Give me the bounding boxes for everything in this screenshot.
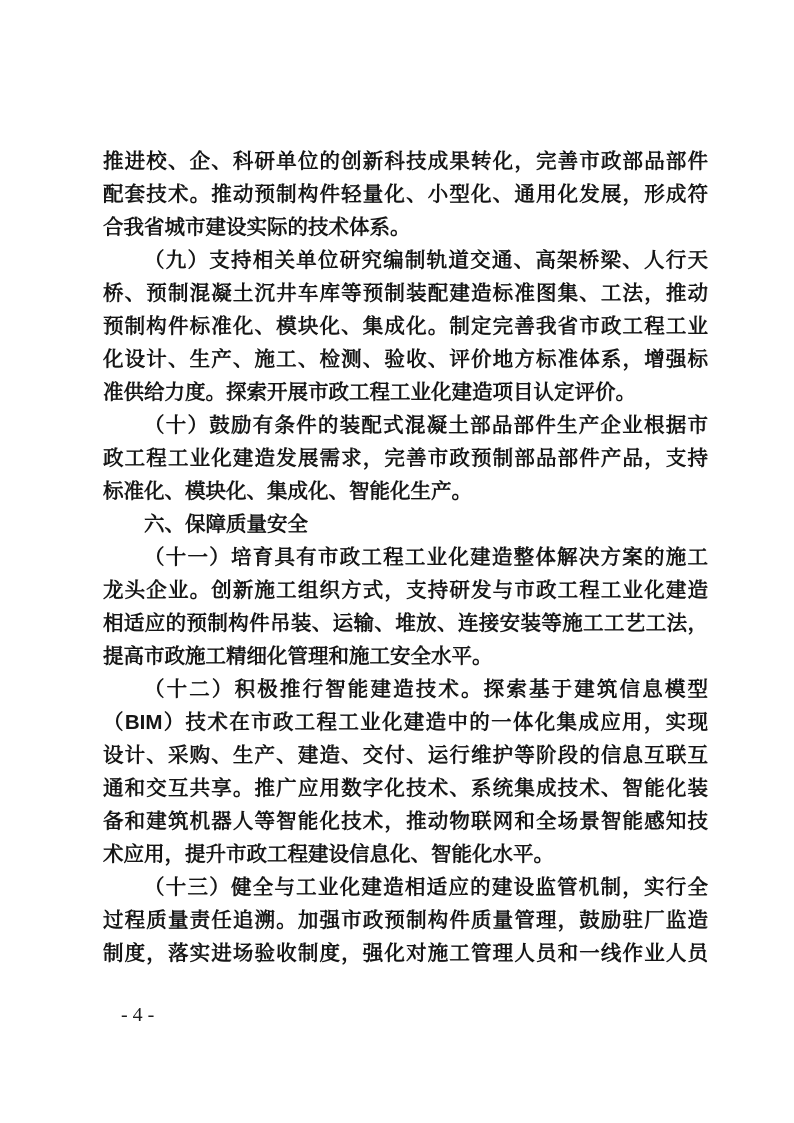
text-line: 设计、采购、生产、建造、交付、运行维护等阶段的信息互联互: [103, 744, 708, 767]
text-line: 标准化、模块化、集成化、智能化生产。: [103, 480, 472, 503]
text-line: （十三）健全与工业化建造相适应的建设监管机制，实行全: [144, 876, 708, 899]
paragraph-continuation: [103, 145, 708, 244]
paragraph-item-13: [103, 871, 708, 970]
document-body: [103, 145, 708, 970]
text-line: 合我省城市建设实际的技术体系。: [103, 216, 411, 239]
text-line: （十）鼓励有条件的装配式混凝土部品部件生产企业根据市: [144, 414, 708, 437]
text-line: 过程质量责任追溯。加强市政预制构件质量管理，鼓励驻厂监造: [103, 909, 708, 932]
paragraph-item-11: [103, 541, 708, 673]
page-footer: [121, 1004, 154, 1027]
section-heading: [103, 508, 708, 541]
text-line: 备和建筑机器人等智能化技术，推动物联网和全场景智能感知技: [103, 810, 708, 833]
text-line: 准供给力度。探索开展市政工程工业化建造项目认定评价。: [103, 381, 636, 404]
text-line: （九）支持相关单位研究编制轨道交通、高架桥梁、人行天: [144, 249, 708, 272]
paragraph-item-9: [103, 244, 708, 409]
text-line: 提高市政施工精细化管理和施工安全水平。: [103, 645, 493, 668]
text-line: 制度，落实进场验收制度，强化对施工管理人员和一线作业人员: [103, 942, 708, 965]
page-number: - 4 -: [121, 1004, 155, 1026]
text-line: （十二）积极推行智能建造技术。探索基于建筑信息模型: [144, 678, 708, 701]
text-line: 术应用，提升市政工程建设信息化、智能化水平。: [103, 843, 554, 866]
text-line: 通和交互共享。推广应用数字化技术、系统集成技术、智能化装: [103, 777, 708, 800]
text-line: （十一）培育具有市政工程工业化建造整体解决方案的施工: [144, 546, 708, 569]
text-line: 六、保障质量安全: [144, 513, 308, 536]
text-line: 龙头企业。创新施工组织方式，支持研发与市政工程工业化建造: [103, 579, 708, 602]
paragraph-item-12: [103, 673, 708, 871]
paragraph-item-10: [103, 409, 708, 508]
text-line: 推进校、企、科研单位的创新科技成果转化，完善市政部品部件: [103, 150, 708, 173]
text-line: 政工程工业化建造发展需求，完善市政预制部品部件产品，支持: [103, 447, 708, 470]
text-line: 预制构件标准化、模块化、集成化。制定完善我省市政工程工业: [103, 315, 708, 338]
text-line: 化设计、生产、施工、检测、验收、评价地方标准体系，增强标: [103, 348, 708, 371]
text-line: （BIM）技术在市政工程工业化建造中的一体化集成应用，实现: [103, 711, 708, 734]
text-line: 桥、预制混凝土沉井车库等预制装配建造标准图集、工法，推动: [103, 282, 708, 305]
text-line: 相适应的预制构件吊装、运输、堆放、连接安装等施工工艺工法，: [103, 612, 708, 635]
text-line: 配套技术。推动预制构件轻量化、小型化、通用化发展，形成符: [103, 183, 708, 206]
